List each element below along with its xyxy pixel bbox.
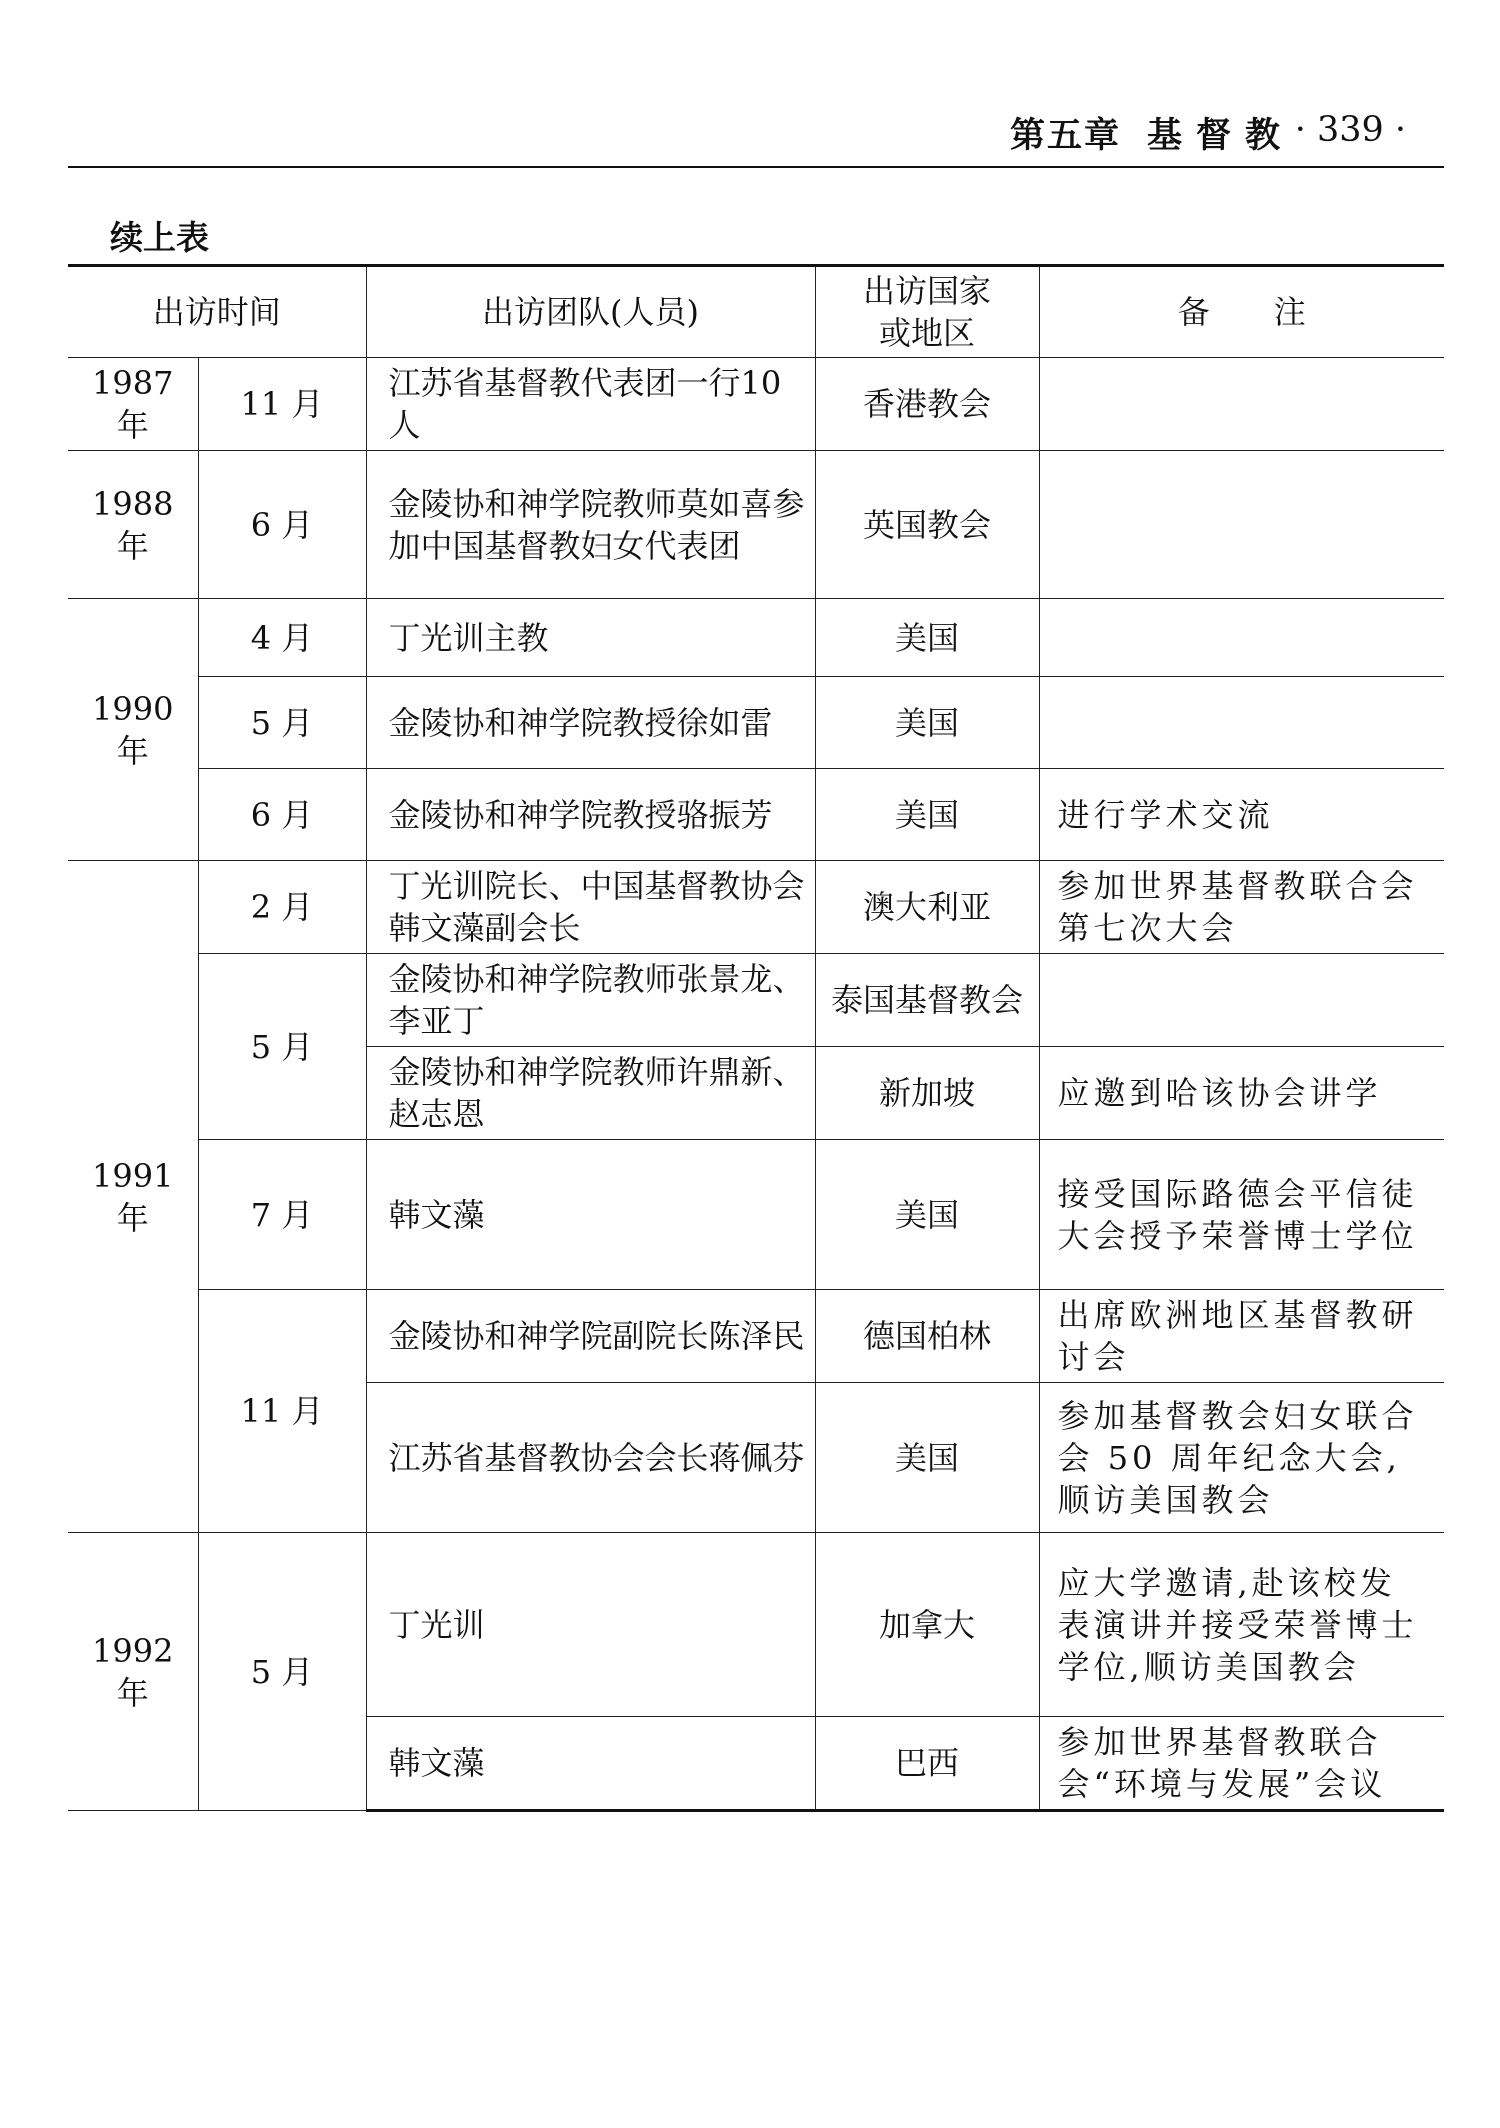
note-cell <box>1039 358 1444 451</box>
country-cell: 美国 <box>815 769 1039 861</box>
month-cell: 7 月 <box>198 1140 366 1290</box>
visits-table <box>68 264 1444 1812</box>
country-cell: 美国 <box>815 677 1039 769</box>
year-cell: 1992 年 <box>68 1533 198 1811</box>
year-cell: 1988 年 <box>68 451 198 599</box>
country-cell: 美国 <box>815 1140 1039 1290</box>
year-cell: 1987 年 <box>68 358 198 451</box>
col-header-country-line2: 或地区 <box>879 314 976 352</box>
month-cell: 6 月 <box>198 769 366 861</box>
month-cell: 5 月 <box>198 677 366 769</box>
col-header-team: 出访团队(人员) <box>366 266 815 358</box>
team-cell: 金陵协和神学院教师张景龙、李亚丁 <box>366 954 815 1047</box>
table-row <box>68 769 1444 861</box>
table-row <box>68 358 1444 451</box>
running-head <box>68 108 1444 168</box>
country-cell: 澳大利亚 <box>815 861 1039 954</box>
month-cell: 6 月 <box>198 451 366 599</box>
continuation-label: 续上表 <box>110 218 209 257</box>
table-row <box>68 861 1444 954</box>
chapter-heading <box>1010 108 1294 158</box>
country-cell: 巴西 <box>815 1717 1039 1811</box>
country-cell: 美国 <box>815 599 1039 677</box>
table-row <box>68 1290 1444 1383</box>
note-cell: 进行学术交流 <box>1039 769 1444 861</box>
country-cell: 香港教会 <box>815 358 1039 451</box>
team-cell: 金陵协和神学院教师莫如喜参加中国基督教妇女代表团 <box>366 451 815 599</box>
team-cell: 丁光训 <box>366 1533 815 1717</box>
page-number: · 339 · <box>1294 110 1406 150</box>
country-cell: 泰国基督教会 <box>815 954 1039 1047</box>
note-cell: 参加基督教会妇女联合会 50 周年纪念大会,顺访美国教会 <box>1039 1383 1444 1533</box>
country-cell: 德国柏林 <box>815 1290 1039 1383</box>
team-cell: 丁光训院长、中国基督教协会韩文藻副会长 <box>366 861 815 954</box>
country-cell: 英国教会 <box>815 451 1039 599</box>
note-cell: 应邀到哈该协会讲学 <box>1039 1047 1444 1140</box>
col-header-time: 出访时间 <box>68 266 366 358</box>
table-header-row <box>68 266 1444 358</box>
month-cell: 2 月 <box>198 861 366 954</box>
month-cell: 11 月 <box>198 1290 366 1533</box>
country-cell: 新加坡 <box>815 1047 1039 1140</box>
chapter-number: 第五章 <box>1009 116 1121 156</box>
note-cell <box>1039 677 1444 769</box>
note-cell: 出席欧洲地区基督教研讨会 <box>1039 1290 1444 1383</box>
month-cell: 5 月 <box>198 1533 366 1811</box>
col-header-note: 备 注 <box>1039 266 1444 358</box>
team-cell: 韩文藻 <box>366 1717 815 1811</box>
chapter-title: 基督教 <box>1146 116 1294 156</box>
col-header-country-line1: 出访国家 <box>863 272 992 310</box>
table-row <box>68 954 1444 1047</box>
table-row <box>68 677 1444 769</box>
note-cell: 参加世界基督教联合会“环境与发展”会议 <box>1039 1717 1444 1811</box>
team-cell: 金陵协和神学院副院长陈泽民 <box>366 1290 815 1383</box>
team-cell: 金陵协和神学院教授骆振芳 <box>366 769 815 861</box>
month-cell: 5 月 <box>198 954 366 1140</box>
table-row <box>68 1140 1444 1290</box>
team-cell: 韩文藻 <box>366 1140 815 1290</box>
team-cell: 金陵协和神学院教授徐如雷 <box>366 677 815 769</box>
month-cell: 11 月 <box>198 358 366 451</box>
table-row <box>68 599 1444 677</box>
note-cell <box>1039 599 1444 677</box>
note-cell <box>1039 954 1444 1047</box>
team-cell: 金陵协和神学院教师许鼎新、赵志恩 <box>366 1047 815 1140</box>
note-cell <box>1039 451 1444 599</box>
col-header-country <box>815 266 1039 358</box>
country-cell: 美国 <box>815 1383 1039 1533</box>
team-cell: 江苏省基督教代表团一行10人 <box>366 358 815 451</box>
note-cell: 应大学邀请,赴该校发表演讲并接受荣誉博士学位,顺访美国教会 <box>1039 1533 1444 1717</box>
month-cell: 4 月 <box>198 599 366 677</box>
table-row <box>68 451 1444 599</box>
team-cell: 江苏省基督教协会会长蒋佩芬 <box>366 1383 815 1533</box>
note-cell: 参加世界基督教联合会第七次大会 <box>1039 861 1444 954</box>
team-cell: 丁光训主教 <box>366 599 815 677</box>
country-cell: 加拿大 <box>815 1533 1039 1717</box>
table-row <box>68 1533 1444 1717</box>
year-cell: 1990 年 <box>68 599 198 861</box>
note-cell: 接受国际路德会平信徒大会授予荣誉博士学位 <box>1039 1140 1444 1290</box>
year-cell: 1991 年 <box>68 861 198 1533</box>
